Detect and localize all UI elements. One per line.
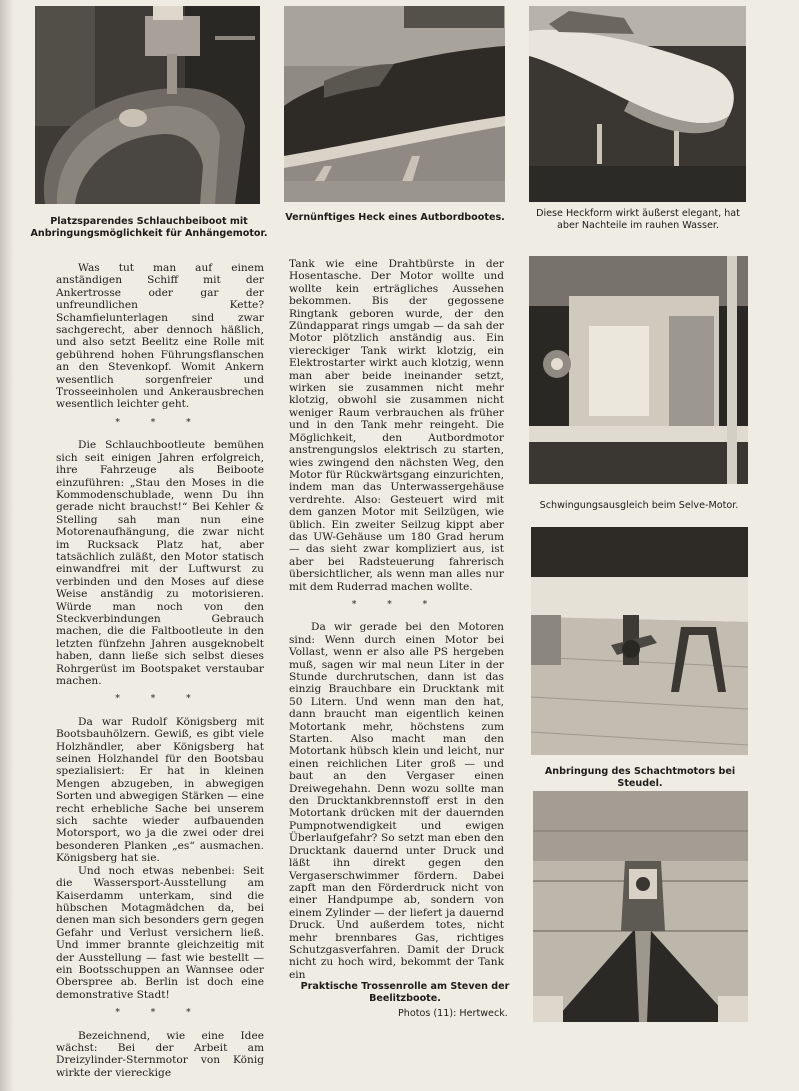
section-separator: * * * (115, 694, 205, 705)
selve-motor-caption: Schwingungsausgleich beim Selve-Motor. (539, 500, 739, 511)
selve-motor-photo (529, 256, 748, 484)
outboard-stern-photo (284, 6, 505, 202)
section-separator: * * * (115, 1008, 205, 1019)
text-column-left (56, 262, 264, 1079)
section-separator: * * * (351, 599, 442, 610)
shaft-motor-photo (531, 527, 748, 755)
paragraph: Und noch etwas nebenbei: Seit die Wassersport-Ausstellung am Kaiserdamm unterkam, sind die hübschen Motagmädchen da, bei denen man sich besonders gern gegen Gefahr und Verlust versichern ließ. Und immer brannte gleichzeitig mit der Ausstellung — fast wie bestellt — ein Bootsschuppen an Wannsee oder Oberspree ab. Berlin ist doch eine demonstrative Stadt! (56, 864, 264, 1001)
outboard-stern-caption: Vernünftiges Heck eines Autbordbootes. (285, 212, 505, 223)
dinghy-photo (35, 6, 260, 204)
section-separator: * * * (115, 417, 205, 428)
paragraph: Die Schlauchbootleute bemühen sich seit einigen Jahren erfolgreich, ihre Fahrzeuge als Beiboote einzuführen: „Stau den Moses in die Kommodenschublade, wenn Du ihn gerade nicht brauchst!“ Bei Kehler & Stelling sah man nun eine Motorenaufhängung, die zwar nicht im Rucksack Platz hat, aber tatsächlich zuläßt, den Motor statisch einwandfrei mit der Luftwurst zu verbinden und den Moses auf diese Weise anständig zu motorisieren. Würde man noch von den Steckverbindungen Gebrauch machen, die die Faltbootleute in den letzten fünfzehn Jahren ausgeknobelt haben, dann ließe sich selbst dieses Rohrgerüst im Bootspaket verstaubar machen. (56, 439, 264, 687)
text-column-middle (289, 258, 504, 981)
shaft-motor-caption: Anbringung des Schachtmotors bei Steudel. (544, 766, 736, 789)
photo-credit: Photos (11): Hertweck. (398, 1008, 508, 1019)
paragraph: Da war Rudolf Königsberg mit Bootsbauhölzern. Gewiß, es gibt viele Holzhändler, aber Königsberg hat seinen Holzhandel für den Bootsbau spezialisiert: Er hat in kleinen Mengen abzugeben, in abwegigen Sorten und abwegigen Stärken — eine recht erhebliche Sache bei unserem sich sachte wieder aufbauenden Motorsport, wo ja die zwei oder drei besonderen Planken „es“ ausmachen. Königsberg hat sie. (56, 715, 264, 865)
paragraph: Bezeichnend, wie eine Idee wächst: Bei der Arbeit am Dreizylinder-Sternmotor von König wirkte der viereckige (56, 1029, 264, 1079)
dinghy-caption: Platzsparendes Schlauchbeiboot mit Anbringungsmöglichkeit für Anhängemotor. (30, 216, 268, 239)
paragraph: Was tut man auf einem anständigen Schiff mit der Ankertrosse oder gar der unfreundlichen Kette? Schamfielunterlagen sind zwar sachgerecht, aber dennoch häßlich, und also setzt Beelitz eine Rolle mit gebührend hohen Führungsflanschen an den Stevenkopf. Womit Ankern wesentlich sorgenfreier und Trosseeinholen und Ankerausbrechen wesentlich leichter geht. (56, 262, 264, 411)
elegant-stern-caption: Diese Heckform wirkt äußerst elegant, hat aber Nachteile im rauhen Wasser. (536, 208, 740, 231)
elegant-stern-photo (529, 6, 746, 202)
paragraph: Da wir gerade bei den Motoren sind: Wenn durch einen Motor bei Vollast, wenn er also alle PS hergeben muß, sagen wir mal neun Liter in der Stunde durchrutschen, dann ist das einzig Brauchbare ein Drucktank mit 50 Litern. Und wenn man den hat, dann braucht man eigentlich keinen Motortank mehr, höchstens zum Starten. Also macht man den Motortank hübsch klein und leicht, nur einen reichlichen Liter groß — und baut an den Vergaser einen Dreiwegehahn. Denn wozu sollte man den Drucktankbrennstoff erst in den Motortank drücken mit der dauernden Pumpnotwendigkeit und ewigen Überlaufgefahr? So setzt man eben den Drucktank dauernd unter Druck und läßt ihn direkt gegen den Vergaserschwimmer fördern. Dabei zapft man den Förderdruck nicht von einer Handpumpe ab, sondern von einem Zylinder — der liefert ja dauernd Druck. Und außerdem totes, nicht mehr brennbares Gas, richtiges Schutzgasverfahren. Damit der Druck nicht zu hoch wird, bekommt der Tank ein (289, 621, 504, 981)
page-edge-shadow (0, 0, 14, 1091)
stem-roller-photo (533, 791, 748, 1022)
paragraph: Tank wie eine Drahtbürste in der Hosentasche. Der Motor wollte und wollte kein erträgliches Aussehen bekommen. Bis der gegossene Ringtank geboren wurde, der den Zündapparat rings umgab — da sah der Motor plötzlich anständig aus. Ein viereckiger Tank wirkt klotzig, ein Elektrostarter wirkt auch klotzig, wenn man aber beide ineinander setzt, wirken sie zusammen nicht mehr klotzig, obwohl sie zusammen nicht weniger Raum verbrauchen als früher und in den Tank mehr reingeht. Die Möglichkeit, den Autbordmotor anstrengungslos elektrisch zu starten, wies zwingend den nächsten Weg, den Motor für Rückwärtsgang einzurichten, indem man das Unterwassergehäuse verdrehte. Also: Gesteuert wird mit dem ganzen Motor mit Seilzügen, wie üblich. Ein zweiter Seilzug kippt aber das UW-Gehäuse um 180 Grad herum — das sieht zwar kompliziert aus, ist aber bei Radsteuerung fahrerisch übersichtlicher, als wenn man alles nur mit dem Ruderrad machen wollte. (289, 258, 504, 593)
stem-roller-caption: Praktische Trossenrolle am Steven der Beelitzboote. (300, 981, 510, 1004)
